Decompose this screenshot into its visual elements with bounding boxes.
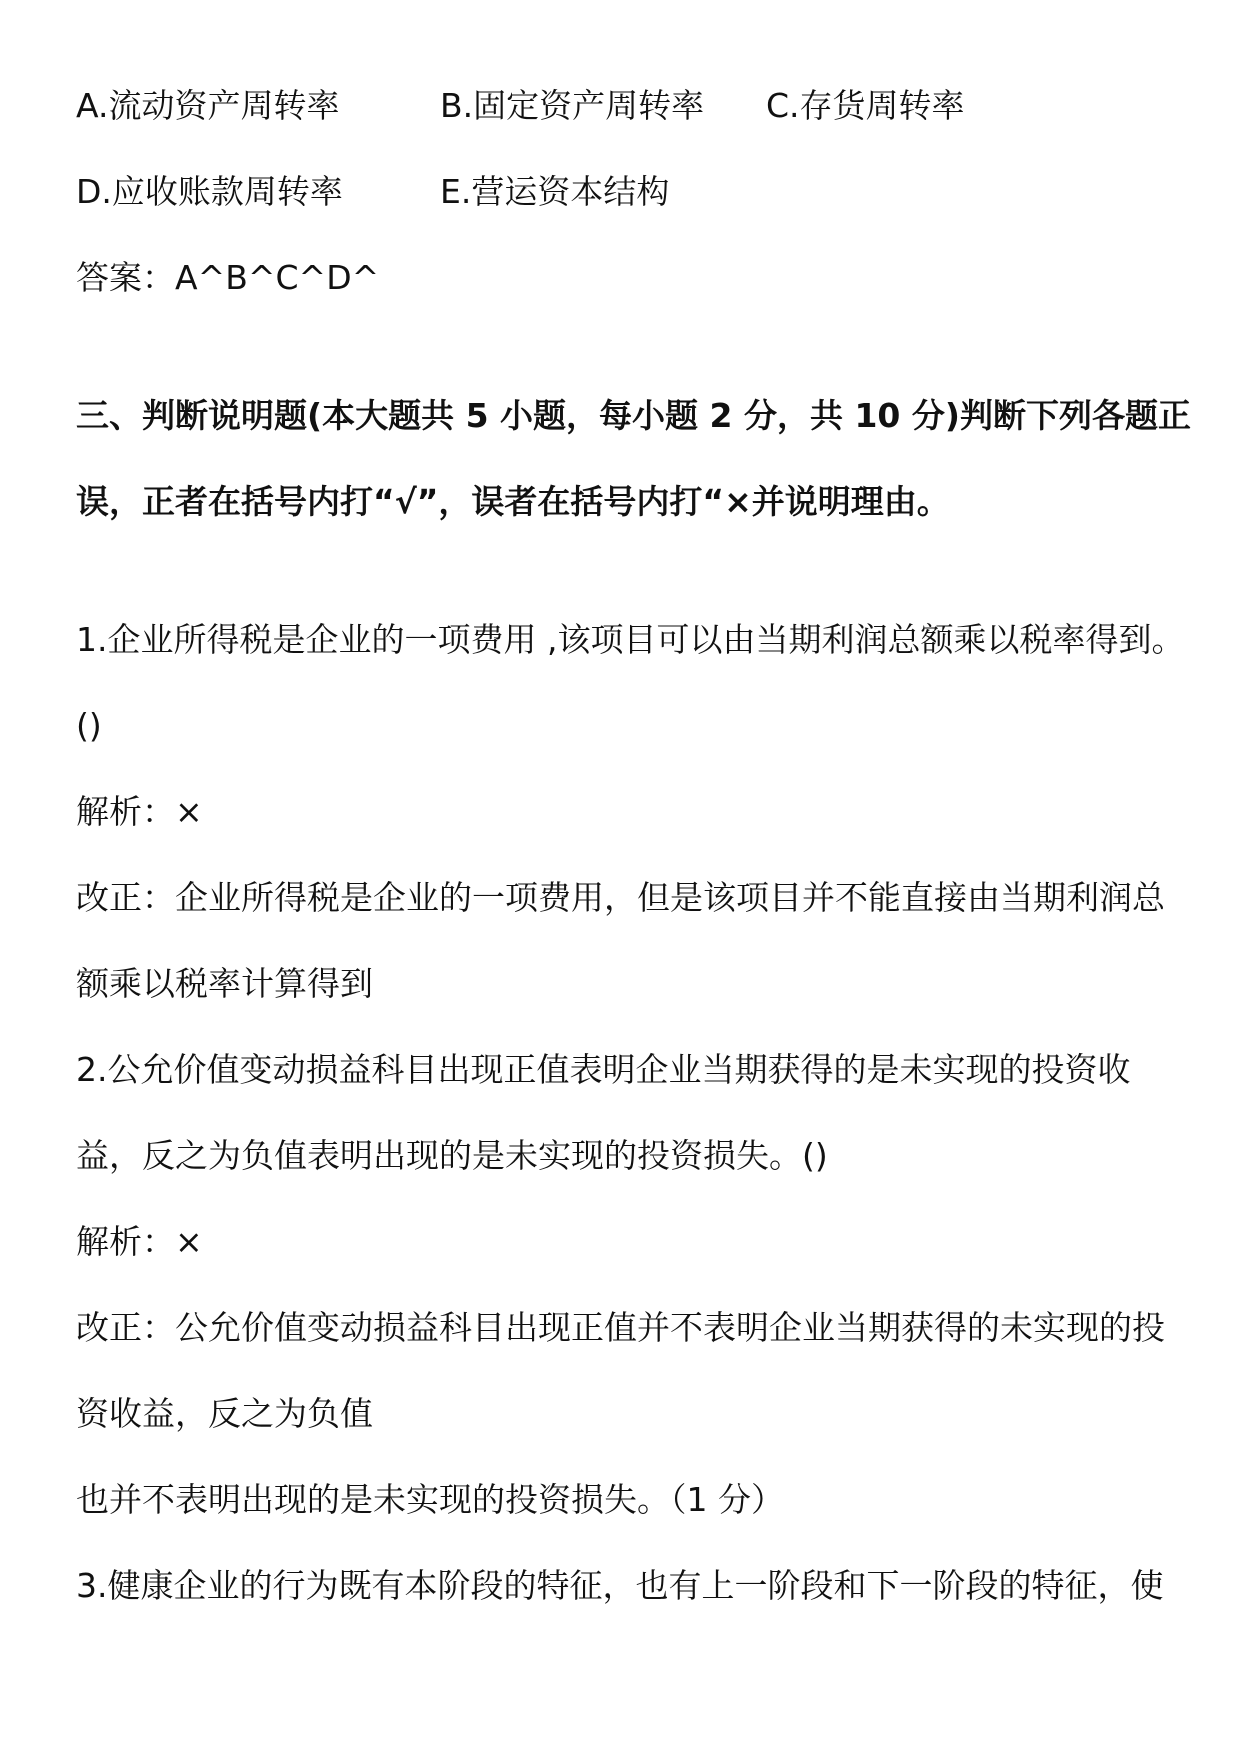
- option-e: E.营运资本结构: [440, 172, 670, 211]
- question-1-line-1: 1.企业所得税是企业的一项费用 ,该项目可以由当期利润总额乘以税率得到。: [76, 620, 1185, 659]
- answer-text: 答案：A^B^C^D^: [76, 258, 380, 297]
- question-1-correction-line-2: 额乘以税率计算得到: [76, 964, 373, 1003]
- question-1-analysis: 解析：×: [76, 792, 203, 831]
- question-2-line-2: 益，反之为负值表明出现的是未实现的投资损失。(): [76, 1136, 828, 1175]
- option-c: C.存货周转率: [766, 86, 965, 125]
- section-heading-line-1: 三、判断说明题(本大题共 5 小题，每小题 2 分，共 10 分)判断下列各题正: [76, 396, 1191, 435]
- option-b: B.固定资产周转率: [440, 86, 705, 125]
- question-2-correction-line-2: 资收益，反之为负值: [76, 1394, 373, 1433]
- question-3-line-1: 3.健康企业的行为既有本阶段的特征，也有上一阶段和下一阶段的特征，使: [76, 1566, 1164, 1605]
- question-2-line-1: 2.公允价值变动损益科目出现正值表明企业当期获得的是未实现的投资收: [76, 1050, 1131, 1089]
- question-1-correction-line-1: 改正：企业所得税是企业的一项费用，但是该项目并不能直接由当期利润总: [76, 878, 1165, 917]
- question-1-line-2: (): [76, 706, 102, 745]
- question-2-analysis: 解析：×: [76, 1222, 203, 1261]
- question-2-correction-line-1: 改正：公允价值变动损益科目出现正值并不表明企业当期获得的未实现的投: [76, 1308, 1165, 1347]
- section-heading-line-2: 误，正者在括号内打“√”，误者在括号内打“×并说明理由。: [76, 482, 950, 521]
- question-2-correction-line-3: 也并不表明出现的是未实现的投资损失。（1 分）: [76, 1480, 784, 1519]
- option-d: D.应收账款周转率: [76, 172, 343, 211]
- option-a: A.流动资产周转率: [76, 86, 340, 125]
